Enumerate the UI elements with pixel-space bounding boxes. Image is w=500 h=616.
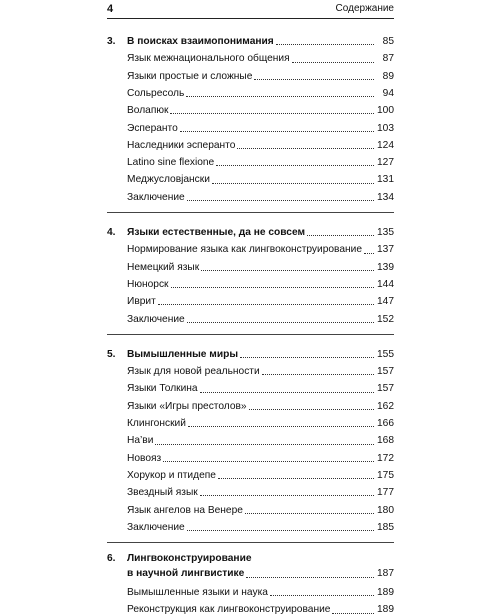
toc-item[interactable]	[107, 429, 394, 446]
leader-dots	[201, 269, 374, 271]
toc-item-label: Звездный язык	[127, 487, 198, 499]
toc-item[interactable]	[107, 581, 394, 598]
table-of-contents	[107, 30, 394, 616]
chapter-title: Языки естественные, да не совсем	[127, 227, 306, 239]
chapter-3	[107, 30, 394, 203]
toc-item-page: 137	[377, 244, 394, 256]
toc-item-label: Иврит	[127, 296, 156, 308]
chapter-6	[107, 551, 394, 616]
leader-dots	[163, 460, 374, 462]
leader-dots	[187, 199, 374, 201]
toc-item[interactable]	[107, 412, 394, 429]
leader-dots	[158, 303, 374, 305]
toc-item-label: Язык для новой реальности	[127, 366, 260, 378]
chapter-title-line-2: в научной лингвистике	[127, 568, 245, 580]
toc-item-page: 103	[377, 122, 394, 134]
leader-dots	[188, 425, 374, 427]
toc-item[interactable]	[107, 464, 394, 481]
chapter-title: В поисках взаимопонимания	[127, 36, 274, 48]
toc-item[interactable]	[107, 307, 394, 324]
leader-dots	[240, 356, 374, 358]
toc-item[interactable]	[107, 360, 394, 377]
toc-item-page: 144	[377, 278, 394, 290]
toc-item[interactable]	[107, 447, 394, 464]
chapter-title: Вымышленные миры	[127, 348, 239, 360]
toc-item-label: Наследники эсперанто	[127, 139, 236, 151]
toc-item-page: 172	[377, 452, 394, 464]
toc-item[interactable]	[107, 134, 394, 151]
leader-dots	[246, 576, 374, 578]
leader-dots	[200, 391, 374, 393]
toc-item-label: Заключение	[127, 313, 185, 325]
toc-item[interactable]	[107, 168, 394, 185]
toc-item[interactable]	[107, 395, 394, 412]
toc-item[interactable]	[107, 47, 394, 64]
toc-item-page: 87	[382, 53, 394, 65]
toc-item-page: 162	[377, 400, 394, 412]
leader-dots	[254, 78, 374, 80]
toc-item-label: Нормирование языка как лингвоконструирование	[127, 244, 362, 256]
toc-item[interactable]	[107, 481, 394, 498]
leader-dots	[270, 594, 374, 596]
leader-dots	[249, 408, 374, 410]
toc-item-label: Заключение	[127, 191, 185, 203]
leader-dots	[170, 112, 374, 114]
toc-item-page: 157	[377, 366, 394, 378]
leader-dots	[292, 61, 374, 63]
toc-item[interactable]	[107, 498, 394, 515]
chapter-number: 3.	[107, 36, 116, 48]
leader-dots	[187, 529, 374, 531]
chapter-heading[interactable]	[107, 551, 394, 581]
header-rule	[107, 18, 394, 19]
toc-item-page: 157	[377, 383, 394, 395]
toc-item-page: 100	[377, 105, 394, 117]
chapter-divider	[107, 212, 394, 213]
toc-item[interactable]	[107, 290, 394, 307]
toc-item[interactable]	[107, 377, 394, 394]
chapter-4	[107, 221, 394, 325]
toc-item-label: Волапюк	[127, 105, 169, 117]
chapter-number: 6.	[107, 553, 116, 565]
toc-item-label: Языки Толкина	[127, 383, 198, 395]
toc-item-page: 168	[377, 435, 394, 447]
chapter-heading[interactable]	[107, 343, 394, 360]
toc-item-page: 177	[377, 487, 394, 499]
toc-item-label: Сольресоль	[127, 87, 185, 99]
toc-item-label: Немецкий язык	[127, 261, 200, 273]
chapter-5	[107, 343, 394, 533]
toc-item-label: Клингонский	[127, 418, 186, 430]
toc-item-page: 152	[377, 313, 394, 325]
toc-item-label: Новояз	[127, 452, 162, 464]
chapter-divider	[107, 334, 394, 335]
chapter-page: 135	[377, 227, 394, 239]
toc-item[interactable]	[107, 238, 394, 255]
chapter-page: 187	[377, 568, 394, 580]
leader-dots	[212, 182, 374, 184]
chapter-page: 155	[377, 348, 394, 360]
leader-dots	[245, 512, 374, 514]
toc-item-page: 131	[377, 174, 394, 186]
toc-item-label: На’ви	[127, 435, 154, 447]
toc-item[interactable]	[107, 273, 394, 290]
chapter-heading[interactable]	[107, 221, 394, 238]
toc-item-label: Язык межнационального общения	[127, 53, 290, 65]
leader-dots	[187, 321, 374, 323]
toc-item-label: Язык ангелов на Венере	[127, 504, 243, 516]
chapter-heading[interactable]	[107, 30, 394, 47]
toc-item[interactable]	[107, 516, 394, 533]
chapter-number: 4.	[107, 227, 116, 239]
toc-item[interactable]	[107, 151, 394, 168]
toc-item-page: 147	[377, 296, 394, 308]
toc-item-label: Вымышленные языки и наука	[127, 587, 268, 599]
toc-item-label: Эсперанто	[127, 122, 178, 134]
toc-item-label: Реконструкция как лингвоконструирование	[127, 604, 331, 616]
leader-dots	[332, 612, 374, 614]
toc-item-page: 94	[382, 87, 394, 99]
toc-item-label: Заключение	[127, 521, 185, 533]
toc-item-label: Latino sine flexione	[127, 157, 215, 169]
toc-item-page: 134	[377, 191, 394, 203]
chapter-title-line-1: Лингвоконструирование	[127, 553, 252, 565]
chapter-divider	[107, 542, 394, 543]
toc-item[interactable]	[107, 256, 394, 273]
toc-item[interactable]	[107, 82, 394, 99]
chapter-page: 85	[382, 36, 394, 48]
toc-item-page: 166	[377, 418, 394, 430]
toc-item-label: Хорукор и птидепе	[127, 469, 216, 481]
leader-dots	[200, 494, 374, 496]
leader-dots	[262, 373, 374, 375]
toc-item-page: 180	[377, 504, 394, 516]
toc-item-page: 189	[377, 604, 394, 616]
toc-item-page: 185	[377, 521, 394, 533]
toc-item-label: Меджусловјански	[127, 174, 210, 186]
leader-dots	[237, 147, 374, 149]
toc-item[interactable]	[107, 186, 394, 203]
toc-item-page: 124	[377, 139, 394, 151]
toc-item[interactable]	[107, 65, 394, 82]
leader-dots	[186, 95, 374, 97]
toc-item[interactable]	[107, 99, 394, 116]
chapter-number: 5.	[107, 348, 116, 360]
toc-item-page: 189	[377, 587, 394, 599]
toc-item-page: 175	[377, 469, 394, 481]
toc-item-label: Языки простые и сложные	[127, 70, 253, 82]
leader-dots	[364, 252, 374, 254]
running-title: Содержание	[335, 3, 394, 14]
toc-item-page: 89	[382, 70, 394, 82]
toc-item-page: 139	[377, 261, 394, 273]
leader-dots	[171, 286, 374, 288]
toc-item-page: 127	[377, 157, 394, 169]
leader-dots	[216, 164, 374, 166]
leader-dots	[218, 477, 374, 479]
running-header	[107, 3, 394, 19]
toc-item-label: Нюнорск	[127, 278, 169, 290]
page-number: 4	[107, 3, 114, 15]
leader-dots	[180, 130, 374, 132]
toc-item-label: Языки «Игры престолов»	[127, 400, 247, 412]
leader-dots	[276, 43, 374, 45]
leader-dots	[155, 443, 374, 445]
leader-dots	[307, 234, 374, 236]
toc-item[interactable]	[107, 598, 394, 615]
toc-item[interactable]	[107, 116, 394, 133]
